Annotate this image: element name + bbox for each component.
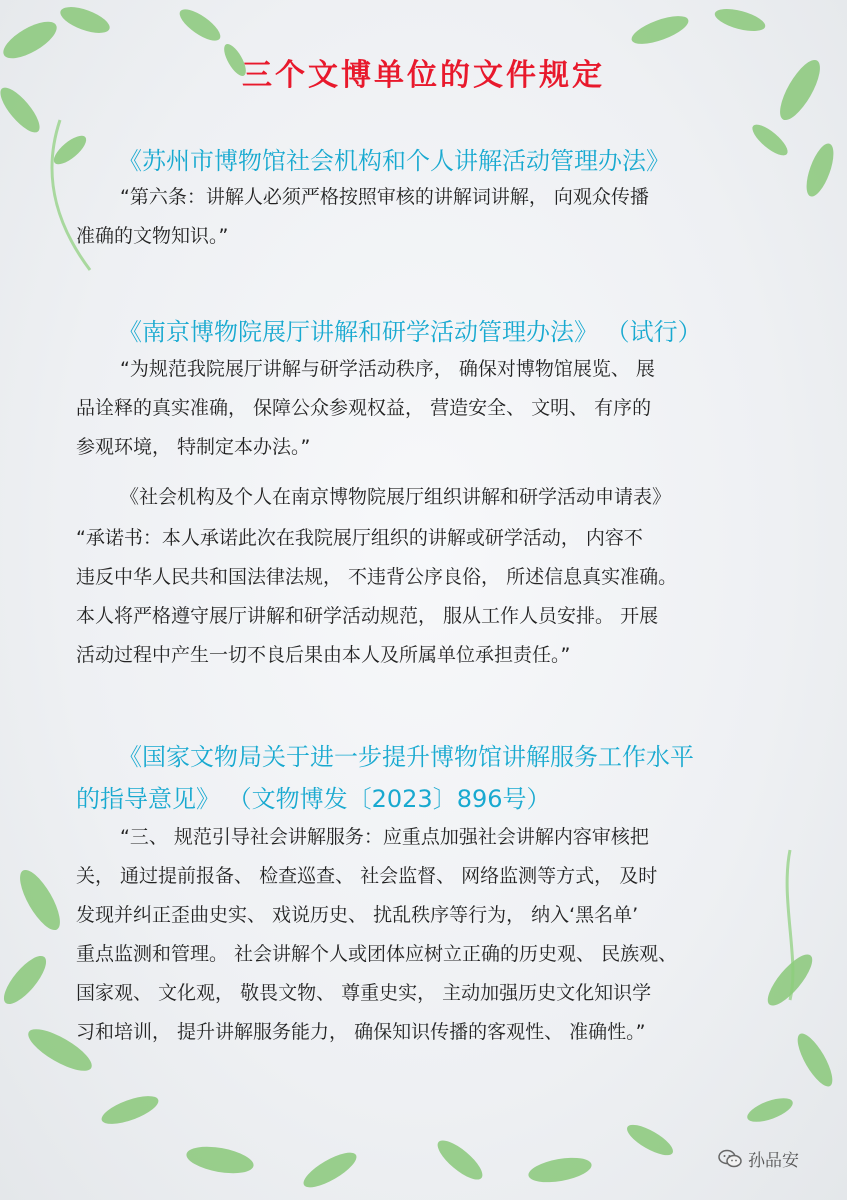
text-line: 国家观、 文化观， 敬畏文物、 尊重史实， 主动加强历史文化知识学 — [76, 982, 652, 1004]
section-heading-nanjing: 《南京博物院展厅讲解和研学活动管理办法》 （试行） — [118, 318, 702, 346]
section-heading-suzhou: 《苏州市博物馆社会机构和个人讲解活动管理办法》 — [118, 147, 670, 175]
text-line: 发现并纠正歪曲史实、 戏说历史、 扰乱秩序等行为， 纳入‘黑名单’ — [76, 904, 639, 926]
text-line: 参观环境， 特制定本办法。” — [76, 436, 311, 458]
ncha-quote — [76, 818, 766, 1052]
page-title: 三个文博单位的文件规定 — [242, 58, 605, 93]
text-line: 违反中华人民共和国法律法规， 不违背公序良俗， 所述信息真实准确。 — [76, 566, 678, 588]
text-line: “为规范我院展厅讲解与研学活动秩序， 确保对博物馆展览、 展 — [120, 358, 655, 380]
sub-heading: 《社会机构及个人在南京博物院展厅组织讲解和研学活动申请表》 — [120, 486, 672, 508]
text-line: 品诠释的真实准确， 保障公众参观权益， 营造安全、 文明、 有序的 — [76, 397, 652, 419]
suzhou-quote — [76, 178, 766, 256]
nanjing-quote — [76, 350, 766, 467]
text-line: 准确的文物知识。” — [76, 225, 229, 247]
text-line: “第六条：讲解人必须严格按照审核的讲解词讲解， 向观众传播 — [120, 186, 649, 208]
text-line: 本人将严格遵守展厅讲解和研学活动规范， 服从工作人员安排。 开展 — [76, 605, 659, 627]
text-line: 活动过程中产生一切不良后果由本人及所属单位承担责任。” — [76, 644, 571, 666]
watermark — [718, 1146, 799, 1171]
text-line: “三、 规范引导社会讲解服务：应重点加强社会讲解内容审核把 — [120, 826, 649, 848]
text-line: “承诺书：本人承诺此次在我院展厅组织的讲解或研学活动， 内容不 — [76, 527, 643, 549]
watermark-text: 孙品安 — [748, 1151, 799, 1171]
section-heading-ncha-line1: 《国家文物局关于进一步提升博物馆讲解服务工作水平 — [118, 743, 694, 771]
nanjing-pledge — [76, 519, 766, 675]
nanjing-form-title — [76, 478, 766, 517]
section-heading-ncha-line2: 的指导意见》 （文物博发〔2023〕896号） — [76, 785, 551, 813]
text-line: 习和培训， 提升讲解服务能力， 确保知识传播的客观性、 准确性。” — [76, 1021, 646, 1043]
wechat-icon — [718, 1149, 742, 1169]
text-line: 重点监测和管理。 社会讲解个人或团体应树立正确的历史观、 民族观、 — [76, 943, 678, 965]
text-line: 关， 通过提前报备、 检查巡查、 社会监督、 网络监测等方式， 及时 — [76, 865, 658, 887]
